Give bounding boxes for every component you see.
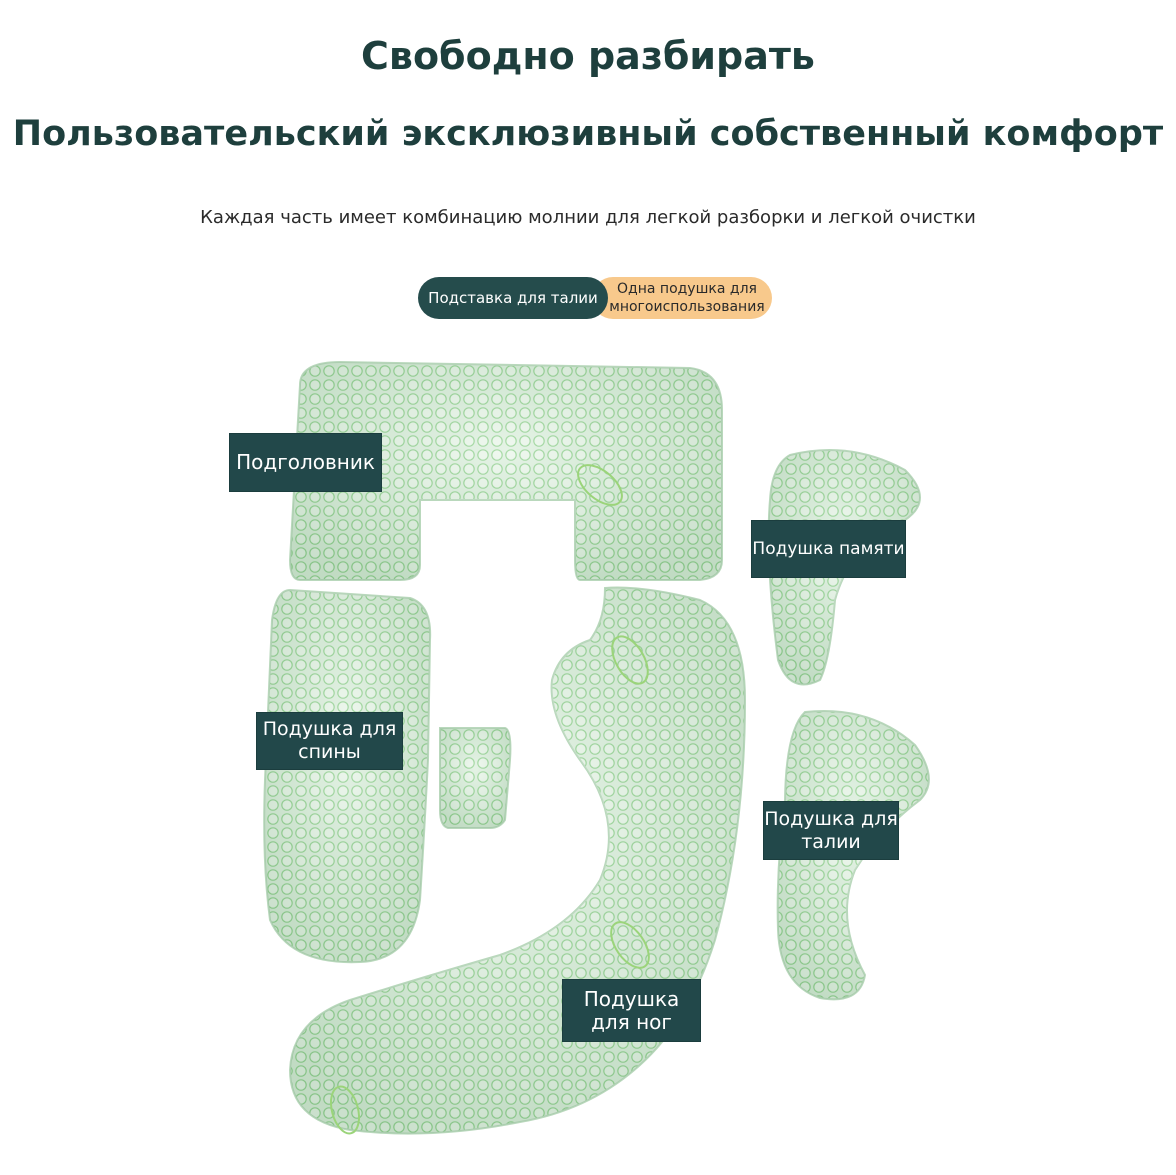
page-subtitle-heading: Пользовательский эксклюзивный собственный комфорт bbox=[12, 114, 1164, 154]
back-pillow bbox=[264, 590, 430, 962]
label-back-pillow: Подушка для спины bbox=[257, 713, 402, 769]
label-waist-pillow: Подушка для талии bbox=[764, 802, 898, 859]
waist-support-pill: Подставка для талии bbox=[418, 277, 608, 319]
page-description: Каждая часть имеет комбинацию молнии для легкой разборки и легкой очистки bbox=[200, 207, 976, 228]
label-headrest: Подголовник bbox=[230, 434, 381, 491]
page-title: Свободно разбирать bbox=[361, 34, 815, 78]
label-memory-pillow: Подушка памяти bbox=[752, 521, 905, 577]
label-leg-pillow: Подушка для ног bbox=[563, 980, 700, 1041]
multi-use-pill: Одна подушка для многоиспользования bbox=[592, 277, 772, 319]
waist-support-piece bbox=[440, 728, 510, 828]
